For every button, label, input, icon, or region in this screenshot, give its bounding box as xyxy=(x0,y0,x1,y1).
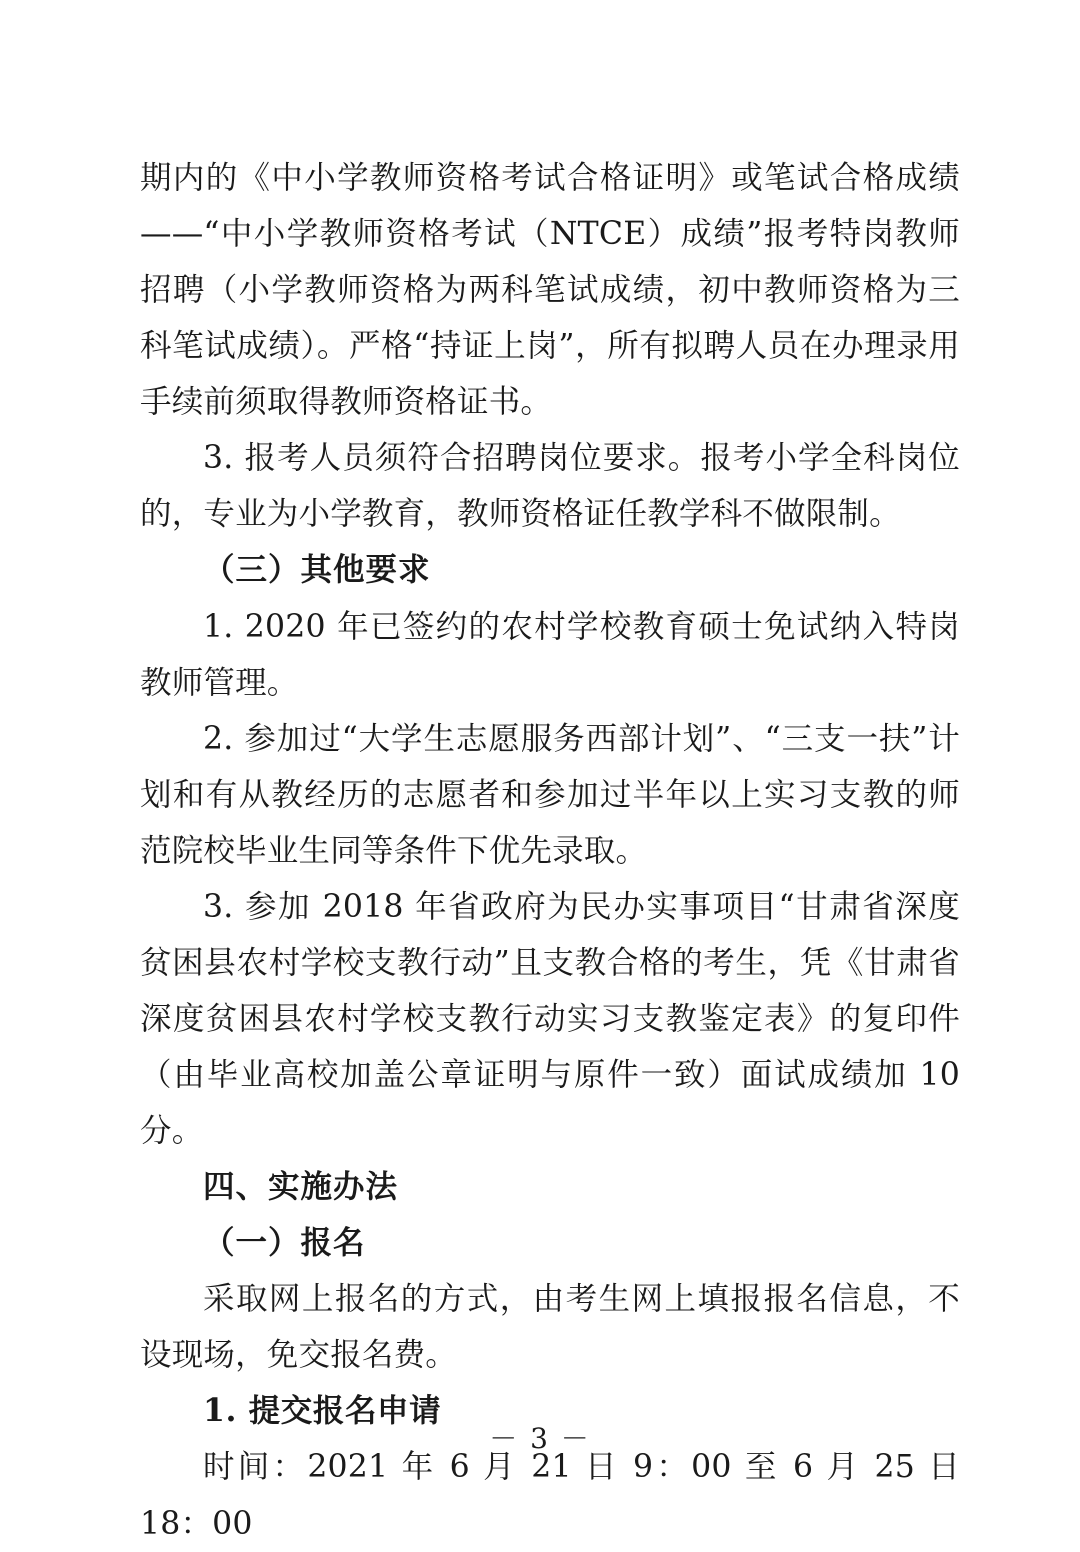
paragraph-online-registration: 采取网上报名的方式，由考生网上填报报名信息，不设现场，免交报名费。 xyxy=(140,1281,960,1374)
page-number: － 3 － xyxy=(489,1422,591,1455)
paragraph-item-3-position: 3. 报考人员须符合招聘岗位要求。报考小学全科岗位的，专业为小学教育，教师资格证任教学科不做限制。 xyxy=(140,440,960,533)
paragraph-cert-requirement: 期内的《中小学教师资格考试合格证明》或笔试合格成绩——“中小学教师资格考试（NTCE）成绩”报考特岗教师招聘（小学教师资格为两科笔试成绩，初中教师资格为三科笔试成绩）。严格“持证上岗”，所有拟聘人员在办理录用手续前须取得教师资格证书。 xyxy=(140,160,960,421)
paragraph-item-3-support-teaching: 3. 参加 2018 年省政府为民办实事项目“甘肃省深度贫困县农村学校支教行动”且支教合格的考生，凭《甘肃省深度贫困县农村学校支教行动实习支教鉴定表》的复印件（由毕业高校加盖公章证明与原件一致）面试成绩加 10 分。 xyxy=(140,888,960,1150)
heading-submit-application: 1. 提交报名申请 xyxy=(203,1392,442,1430)
heading-registration: （一）报名 xyxy=(203,1224,366,1262)
paragraph-item-1-master: 1. 2020 年已签约的农村学校教育硕士免试纳入特岗教师管理。 xyxy=(140,608,960,701)
heading-section-four: 四、实施办法 xyxy=(203,1168,399,1206)
paragraph-item-2-volunteer: 2. 参加过“大学生志愿服务西部计划”、“三支一扶”计划和有从教经历的志愿者和参加过半年以上实习支教的师范院校毕业生同等条件下优先录取。 xyxy=(140,720,960,869)
document-body xyxy=(140,150,960,1552)
heading-other-requirements: （三）其他要求 xyxy=(203,551,431,589)
paragraph-application-time: 时间：2021 年 6 月 21 日 9：00 至 6 月 25 日 18：00 xyxy=(140,1449,960,1542)
